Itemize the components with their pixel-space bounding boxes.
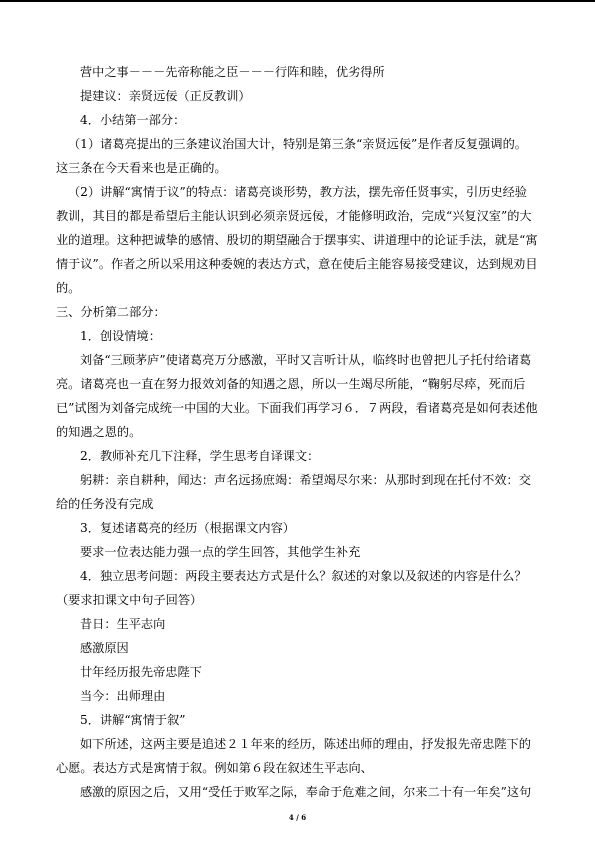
text-line: 当今：出师理由 <box>80 689 166 703</box>
section-subheading: 4．小结第一部分： <box>80 113 186 127</box>
section-subheading: 3．复述诸葛亮的经历（根据课文内容） <box>80 521 295 535</box>
document-body <box>56 60 539 804</box>
page-number: 4 / 6 <box>288 813 307 822</box>
text-line: 昔日：生平志向 <box>80 617 166 631</box>
text-line: 感激的原因之后，又用“受任于败军之际，奉命于危难之间，尔来二十有一年矣”这句 <box>80 785 532 799</box>
paragraph: 如下所述，这两主要是追述２１年来的经历，陈述出师的理由，抒发报先帝忠陛下的心愿。表达方式是寓情于叙。例如第６段在叙述生平志向、 <box>56 737 531 775</box>
paragraph: 躬耕：亲自耕种，闻达：声名远扬庶竭：希望竭尽尔来：从那时到现在托付不效：交给的任务没有完成 <box>56 473 531 511</box>
header-rule <box>0 0 595 2</box>
text-line: 感激原因 <box>80 641 129 655</box>
section-subheading: 2．教师补充几下注释，学生思考自译课文： <box>80 449 320 463</box>
section-heading: 三、分析第二部分： <box>56 305 166 319</box>
paragraph: （1）诸葛亮提出的三条建议治国大计，特别是第三条“亲贤远佞”是作者反复强调的。这三条在今天看来也是正确的。 <box>56 137 527 175</box>
paragraph: 刘备“三顾茅庐”使诸葛亮万分感激，平时又言听计从，临终时也曾把儿子托付给诸葛亮。诸葛亮也一直在努力报效刘备的知遇之恩，所以一生竭尽所能，“鞠躬尽瘁，死而后已”试图为刘备完成统一中国的大业。下面我们再学习６．７两段，看诸葛亮是如何表述他的知遇之恩的。 <box>56 353 538 439</box>
text-line: 营中之事－－－先帝称能之臣－－－行阵和睦，优劣得所 <box>80 65 385 79</box>
section-subheading: 5．讲解“寓情于叙” <box>80 713 186 727</box>
text-line: 要求一位表达能力强一点的学生回答，其他学生补充 <box>80 545 361 559</box>
section-subheading: 1．创设情境： <box>80 329 161 343</box>
paragraph: （2）讲解“寓情于议”的特点：诸葛亮谈形势，教方法，摆先帝任贤事实，引历史经验教训，其目的都是希望后主能认识到必须亲贤远佞，才能修明政治，完成“兴复汉室”的大业的道理。这种把诚挚的感情、殷切的期望融合于摆事实、讲道理中的论证手法，就是“寓情于议”。作者之所以采用这种委婉的表达方式，意在使后主能容易接受建议，达到规劝目的。 <box>56 185 538 295</box>
text-line: 廿年经历报先帝忠陛下 <box>80 665 202 679</box>
paragraph: 4．独立思考问题：两段主要表达方式是什么？叙述的对象以及叙述的内容是什么？（要求扣课文中句子回答） <box>56 569 527 607</box>
text-line: 提建议：亲贤远佞（正反教训） <box>80 89 251 103</box>
